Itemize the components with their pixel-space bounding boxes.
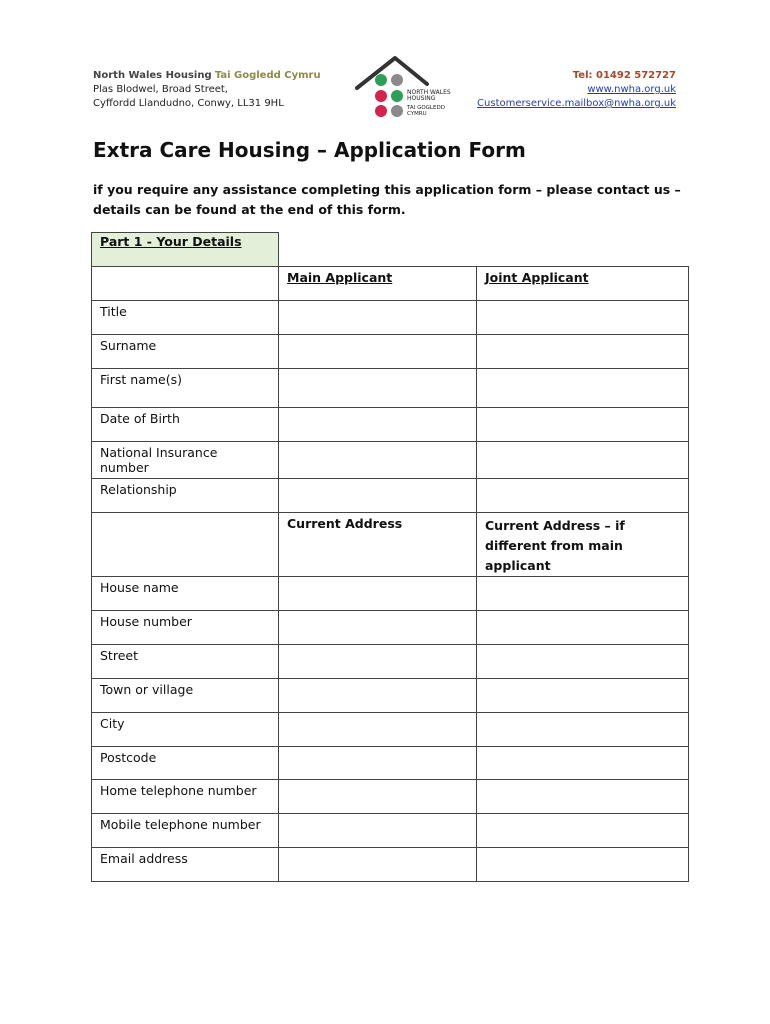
logo-text-line-4: CYMRU bbox=[407, 111, 427, 117]
date-of-birth-main-applicant-field[interactable] bbox=[279, 408, 477, 442]
form-row bbox=[92, 848, 689, 882]
title-joint-applicant-field[interactable] bbox=[477, 301, 689, 335]
application-form-table bbox=[91, 232, 689, 882]
house-number-main-applicant-field[interactable] bbox=[279, 611, 477, 645]
home-telephone-number-label: Home telephone number bbox=[100, 783, 257, 798]
house-name-main-applicant-field[interactable] bbox=[279, 577, 477, 611]
house-number-joint-applicant-field[interactable] bbox=[477, 611, 689, 645]
intro-text: if you require any assistance completing this application form – please contact us – details can be found at the end of this form. bbox=[93, 182, 681, 217]
form-row bbox=[92, 713, 689, 747]
part-1-label: Part 1 - Your Details bbox=[92, 233, 279, 267]
logo-dot bbox=[391, 90, 403, 102]
city-main-applicant-field[interactable] bbox=[279, 713, 477, 747]
relationship-main-applicant-field[interactable] bbox=[279, 479, 477, 513]
email-address-joint-applicant-field[interactable] bbox=[477, 848, 689, 882]
organisation-name-welsh: Tai Gogledd Cymru bbox=[214, 70, 321, 81]
current-address-joint-header: Current Address – if different from main applicant bbox=[485, 518, 625, 573]
logo-dot bbox=[391, 74, 403, 86]
national-insurance-number-label: National Insurance number bbox=[100, 445, 218, 475]
relationship-joint-applicant-field[interactable] bbox=[477, 479, 689, 513]
house-name-joint-applicant-field[interactable] bbox=[477, 577, 689, 611]
form-row bbox=[92, 747, 689, 780]
address-line-1: Plas Blodwel, Broad Street, bbox=[93, 84, 228, 95]
title-label: Title bbox=[100, 304, 127, 319]
address-line-2: Cyffordd Llandudno, Conwy, LL31 9HL bbox=[93, 98, 284, 109]
surname-joint-applicant-field[interactable] bbox=[477, 335, 689, 369]
logo-text-line-1: NORTH WALES bbox=[407, 89, 451, 96]
mobile-telephone-number-joint-applicant-field[interactable] bbox=[477, 814, 689, 848]
form-row bbox=[92, 679, 689, 713]
form-title: Extra Care Housing – Application Form bbox=[93, 138, 526, 162]
mobile-telephone-number-main-applicant-field[interactable] bbox=[279, 814, 477, 848]
postcode-joint-applicant-field[interactable] bbox=[477, 747, 689, 780]
street-joint-applicant-field[interactable] bbox=[477, 645, 689, 679]
street-label: Street bbox=[100, 648, 138, 663]
form-row bbox=[92, 369, 689, 408]
house-number-label: House number bbox=[100, 614, 192, 629]
joint-applicant-header: Joint Applicant bbox=[485, 270, 589, 285]
form-row bbox=[92, 611, 689, 645]
town-or-village-label: Town or village bbox=[100, 682, 194, 697]
current-address-header: Current Address bbox=[287, 516, 403, 531]
first-name-s-label: First name(s) bbox=[100, 372, 182, 387]
website-link[interactable]: www.nwha.org.uk bbox=[587, 84, 676, 95]
town-or-village-main-applicant-field[interactable] bbox=[279, 679, 477, 713]
logo-text-line-3: TAI GOGLEDD bbox=[407, 105, 445, 111]
national-insurance-number-main-applicant-field[interactable] bbox=[279, 442, 477, 479]
logo-dot bbox=[375, 90, 387, 102]
form-row bbox=[92, 301, 689, 335]
organisation-name: North Wales Housing bbox=[93, 70, 212, 81]
main-applicant-header: Main Applicant bbox=[287, 270, 393, 285]
home-telephone-number-joint-applicant-field[interactable] bbox=[477, 780, 689, 814]
national-insurance-number-joint-applicant-field[interactable] bbox=[477, 442, 689, 479]
contact-details bbox=[477, 69, 676, 111]
organisation-details bbox=[93, 69, 321, 111]
email-address-label: Email address bbox=[100, 851, 188, 866]
email-link[interactable]: Customerservice.mailbox@nwha.org.uk bbox=[477, 98, 676, 109]
form-row bbox=[92, 335, 689, 369]
town-or-village-joint-applicant-field[interactable] bbox=[477, 679, 689, 713]
form-row bbox=[92, 645, 689, 679]
logo-text-line-2: HOUSING bbox=[407, 95, 436, 102]
city-label: City bbox=[100, 716, 125, 731]
form-row bbox=[92, 814, 689, 848]
house-name-label: House name bbox=[100, 580, 179, 595]
postcode-label: Postcode bbox=[100, 750, 157, 765]
north-wales-housing-logo bbox=[355, 52, 465, 124]
logo-dot bbox=[375, 74, 387, 86]
title-main-applicant-field[interactable] bbox=[279, 301, 477, 335]
postcode-main-applicant-field[interactable] bbox=[279, 747, 477, 780]
email-address-main-applicant-field[interactable] bbox=[279, 848, 477, 882]
first-name-s-main-applicant-field[interactable] bbox=[279, 369, 477, 408]
surname-main-applicant-field[interactable] bbox=[279, 335, 477, 369]
mobile-telephone-number-label: Mobile telephone number bbox=[100, 817, 261, 832]
date-of-birth-joint-applicant-field[interactable] bbox=[477, 408, 689, 442]
street-main-applicant-field[interactable] bbox=[279, 645, 477, 679]
logo-dot bbox=[391, 105, 403, 117]
relationship-label: Relationship bbox=[100, 482, 177, 497]
logo-dot bbox=[375, 105, 387, 117]
form-row bbox=[92, 780, 689, 814]
form-row bbox=[92, 408, 689, 442]
telephone: Tel: 01492 572727 bbox=[572, 70, 676, 81]
first-name-s-joint-applicant-field[interactable] bbox=[477, 369, 689, 408]
city-joint-applicant-field[interactable] bbox=[477, 713, 689, 747]
date-of-birth-label: Date of Birth bbox=[100, 411, 180, 426]
form-row bbox=[92, 479, 689, 513]
home-telephone-number-main-applicant-field[interactable] bbox=[279, 780, 477, 814]
surname-label: Surname bbox=[100, 338, 157, 353]
form-row bbox=[92, 442, 689, 479]
form-row bbox=[92, 577, 689, 611]
